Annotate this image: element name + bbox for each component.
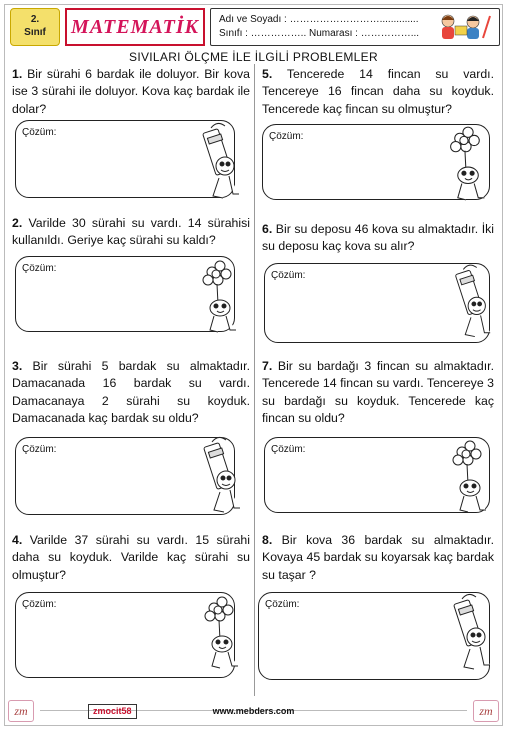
grade-label: Sınıf: [24, 27, 46, 38]
name-line: Adı ve Soyadı : ………………………..............: [219, 14, 419, 25]
kids-reading-icon: [433, 12, 493, 44]
question-text: Bir kova 36 bardak su almaktadır. Kovaya 45 bardak su koyarsak kaç bardak su taşar ?: [262, 533, 494, 582]
question-text: Varilde 30 sürahi su vardı. 14 sürahisi kullanıldı. Geriye kaç sürahi su kaldı?: [12, 216, 250, 248]
question-number: 4.: [12, 533, 23, 547]
grade-number: 2.: [30, 14, 40, 25]
answer-label: Çözüm:: [22, 127, 57, 138]
question-1: [12, 66, 250, 118]
question-text: Tencerede 14 fincan su vardı. Tencereye 16 fincan daha su koyduk. Tencerede kaç fincan su olmuştur?: [262, 67, 494, 116]
question-text: Bir sürahi 6 bardak ile doluyor. Bir kova ise 3 sürahi ile doluyor. Kova kaç bardak ile dolar?: [12, 67, 250, 116]
pencil-character-icon: [195, 122, 243, 204]
website-link[interactable]: www.mebders.com: [212, 706, 295, 716]
flower-bug-character-icon: [442, 122, 492, 206]
question-number: 6.: [262, 222, 273, 236]
answer-label: Çözüm:: [22, 599, 57, 610]
question-8: [262, 532, 494, 584]
student-info-box: [210, 8, 500, 46]
question-3: [12, 358, 250, 428]
pencil-character-icon: [446, 592, 494, 676]
question-7: [262, 358, 494, 428]
answer-label: Çözüm:: [271, 444, 306, 455]
question-number: 2.: [12, 216, 23, 230]
question-text: Bir su bardağı 3 fincan su almaktadır. Tencerede 14 fincan su vardı. Tencereye 3 su bardağı su koyduk. Tencerede kaç fincan su oldu?: [262, 359, 494, 426]
question-number: 5.: [262, 67, 273, 81]
subject-title-box: [65, 8, 205, 46]
answer-label: Çözüm:: [22, 263, 57, 274]
answer-label: Çözüm:: [269, 131, 304, 142]
flower-bug-character-icon: [444, 436, 494, 518]
flower-bug-character-icon: [198, 590, 244, 676]
question-text: Bir su deposu 46 kova su almaktadır. İki su deposu kaç kova su alır?: [262, 222, 494, 254]
question-6: [262, 221, 494, 256]
question-number: 7.: [262, 359, 273, 373]
page-heading: SIVILARI ÖLÇME İLE İLGİLİ PROBLEMLER: [129, 50, 378, 64]
flower-bug-character-icon: [196, 256, 242, 338]
question-2: [12, 215, 250, 250]
question-number: 8.: [262, 533, 273, 547]
column-divider: [254, 64, 255, 696]
answer-label: Çözüm:: [271, 270, 306, 281]
question-4: [12, 532, 250, 584]
pencil-character-icon: [448, 262, 494, 344]
subject-title: MATEMATİK: [71, 15, 199, 38]
question-number: 3.: [12, 359, 23, 373]
logo-right: zm: [473, 700, 499, 722]
pencil-character-icon: [196, 436, 244, 518]
question-text: Bir sürahi 5 bardak su almaktadır. Damacanada 16 bardak su vardı. Damacanaya 2 sürahi su koyduk. Damacanada kaç bardak su oldu?: [12, 359, 250, 426]
question-5: [262, 66, 494, 118]
grade-badge: [10, 8, 60, 46]
class-line: Sınıfı : …………….. Numarası : ……………...: [219, 28, 420, 39]
footer: [8, 700, 499, 722]
question-number: 1.: [12, 67, 23, 81]
document-code: zmocit58: [88, 704, 137, 719]
question-text: Varilde 37 sürahi su vardı. 15 sürahi daha su koyduk. Varilde kaç sürahi su olmuştur?: [12, 533, 250, 582]
answer-label: Çözüm:: [22, 444, 57, 455]
answer-label: Çözüm:: [265, 599, 300, 610]
logo-left: zm: [8, 700, 34, 722]
